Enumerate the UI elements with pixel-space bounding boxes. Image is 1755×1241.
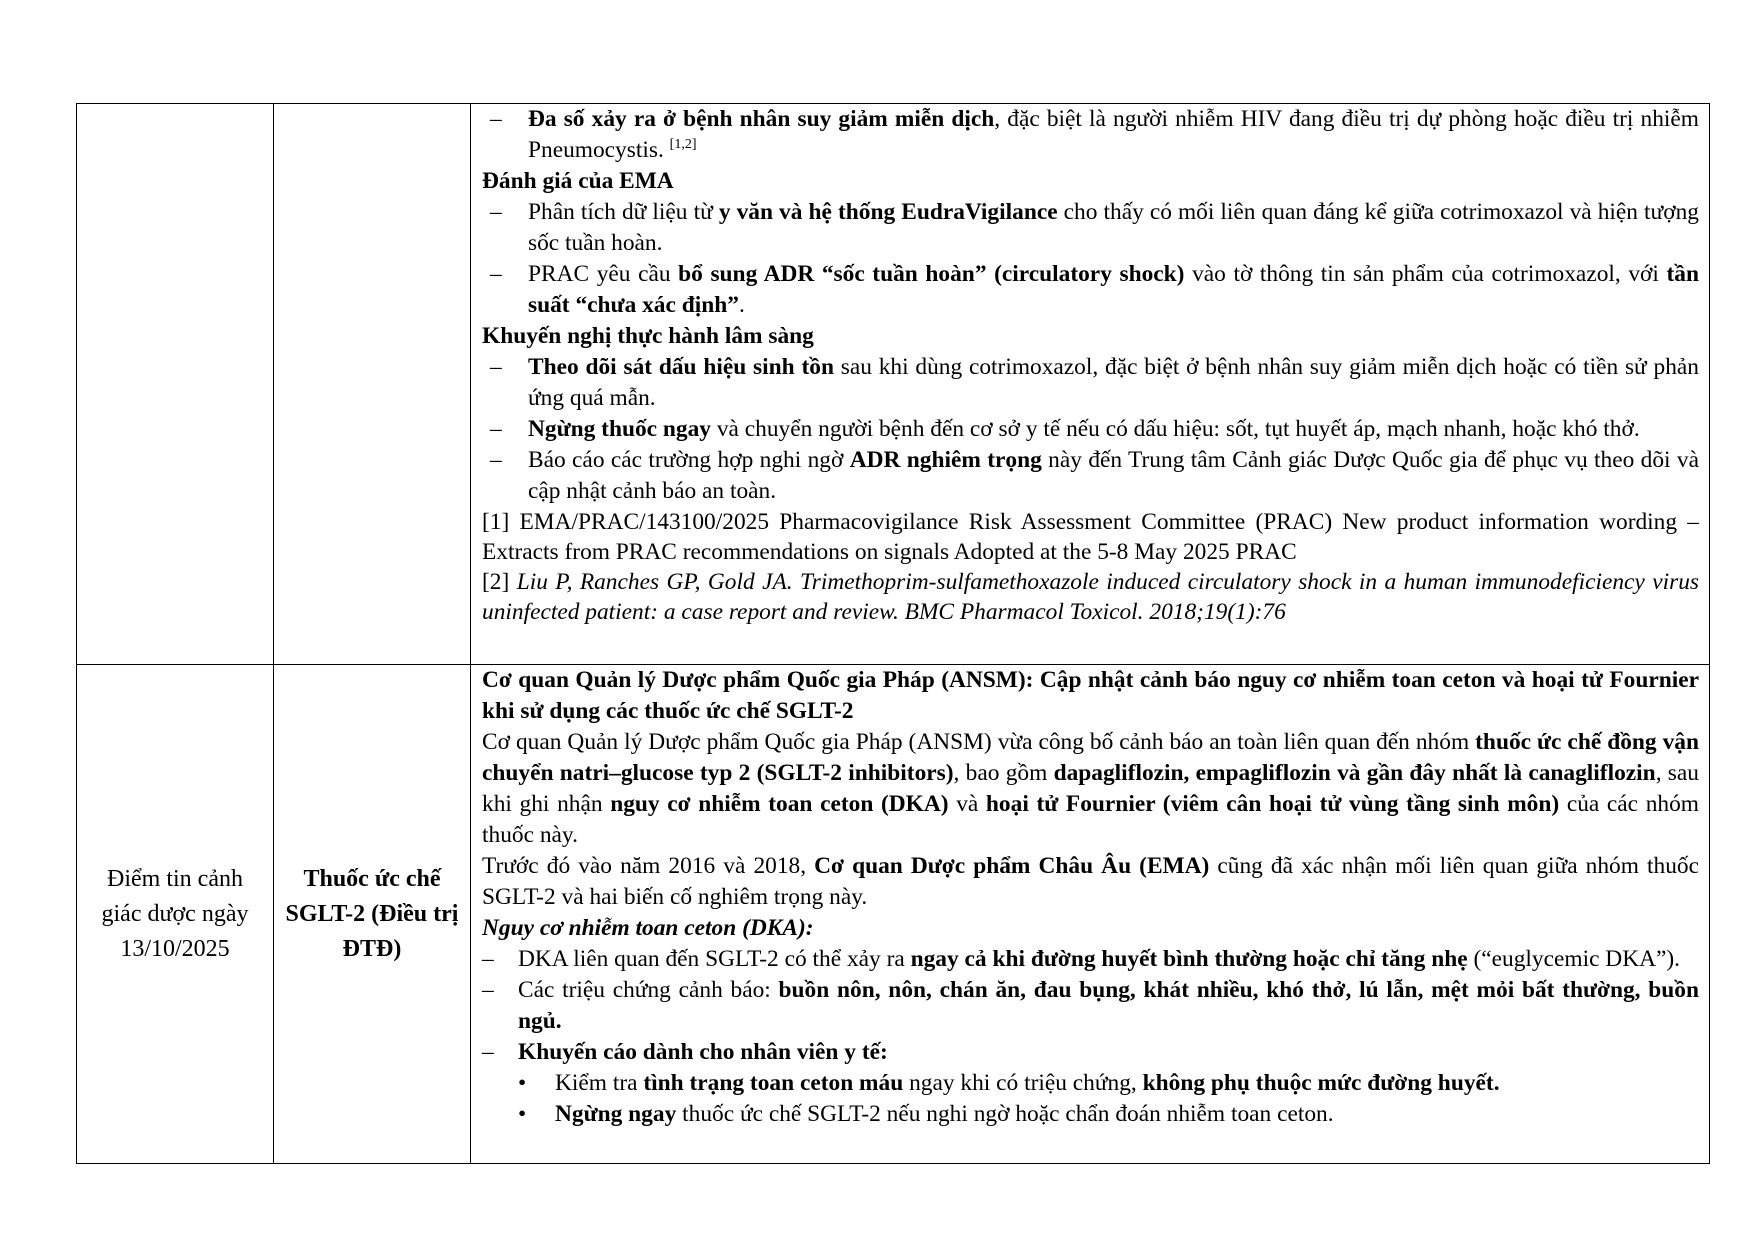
section-heading: Đánh giá của EMA [482,168,674,194]
text: . [738,292,745,318]
text: ngay khi có triệu chứng, [903,1070,1143,1096]
text: , đặc biệt là người nhiễm HIV đang điều trị dự phòng hoặc điều trị nhiễm Pneumocystis. [528,106,1699,163]
reference-text: Liu P, Ranches GP, Gold JA. Trimethoprim-sulfamethoxazole induced circulatory shock in a human immunodeficiency virus uninfected patient: a case report and review. BMC Pharmacol Toxicol. 2018;19(1):76 [482,569,1700,625]
paragraph [482,727,1699,851]
bold-text: thuốc ức chế đồng vận chuyển natri–glucose typ 2 (SGLT-2 inhibitors) [482,729,1699,786]
row1-col-date [77,104,274,664]
bullet-item [482,414,1699,445]
section-heading [482,913,1699,944]
text: Trước đó vào năm 2016 và 2018, [482,853,815,879]
sub-bullet-item [482,1099,1699,1130]
bullet-item [482,445,1699,507]
row2-col-drug [274,665,471,1163]
row1-col-drug [274,104,471,664]
article-title: Cơ quan Quản lý Dược phẩm Quốc gia Pháp (ANSM): Cập nhật cảnh báo nguy cơ nhiễm toan ceton và hoại tử Fournier khi sử dụng các thuốc ức chế SGLT-2 [482,667,1699,724]
bold-text: Ngừng ngay [555,1101,677,1127]
section-heading: Khuyến nghị thực hành lâm sàng [482,323,814,349]
drug-group: Thuốc ức chế SGLT-2 (Điều trị ĐTĐ) [285,865,459,962]
bold-text: nguy cơ nhiễm toan ceton (DKA) [610,791,949,817]
bold-text: Ngừng thuốc ngay [528,416,712,442]
bullet-item [482,352,1699,414]
bullet-item [482,104,1699,166]
text: Các triệu chứng cảnh báo: [518,977,779,1003]
text: cho thấy có mối liên quan đáng kể giữa cotrimoxazol và hiện tượng sốc tuần hoàn. [528,199,1699,256]
text: Báo cáo các trường hợp nghi ngờ [528,447,850,473]
text: thuốc ức chế SGLT-2 nếu nghi ngờ hoặc chẩn đoán nhiễm toan ceton. [676,1101,1334,1127]
bold-text: không phụ thuộc mức đường huyết. [1142,1070,1500,1096]
bold-text: Cơ quan Dược phẩm Châu Âu (EMA) [814,853,1210,879]
reference-number: [2] [482,569,517,595]
row2-col-date [77,665,274,1163]
bold-text: ngay cả khi đường huyết bình thường hoặc chỉ tăng nhẹ [910,946,1468,972]
paragraph [482,851,1699,913]
text: Phân tích dữ liệu từ [528,199,719,225]
bold-text: Khuyến cáo dành cho nhân viên y tế: [518,1039,888,1065]
bold-text: bổ sung ADR “sốc tuần hoàn” (circulatory shock) [678,261,1185,287]
text: , bao gồm [953,760,1054,786]
text: và chuyển người bệnh đến cơ sở y tế nếu có dấu hiệu: sốt, tụt huyết áp, mạch nhanh, hoặc khó thở. [711,416,1640,442]
row1-content [471,104,1709,664]
row2-content [471,665,1709,1163]
text: của các nhóm thuốc này. [482,791,1699,848]
bulletin-date: Điểm tin cảnh giác dược ngày 13/10/2025 [101,865,249,962]
sub-bullet-item [482,1068,1699,1099]
text: cũng đã xác nhận mối liên quan giữa nhóm thuốc SGLT-2 và hai biến cố nghiêm trọng này. [482,853,1699,910]
bullet-item [482,1037,1699,1068]
bold-text: ADR nghiêm trọng [849,447,1042,473]
bold-text: tần suất “chưa xác định” [528,261,1699,318]
table-row [77,104,1709,665]
table-row [77,665,1709,1163]
bold-text: tình trạng toan ceton máu [643,1070,904,1096]
text: này đến Trung tâm Cảnh giác Dược Quốc gia để phục vụ theo dõi và cập nhật cảnh báo an toàn. [528,447,1700,504]
bullet-item [482,197,1699,259]
bold-text: Theo dõi sát dấu hiệu sinh tồn [528,354,834,380]
text: , sau khi ghi nhận [482,760,1699,817]
data-table [76,103,1710,1164]
reference-1: [1] EMA/PRAC/143100/2025 Pharmacovigilance Risk Assessment Committee (PRAC) New product information wording – Extracts from PRAC recommendations on signals Adopted at the 5-8 May 2025 PRAC [482,509,1699,565]
bold-text: dapagliflozin, empagliflozin và gần đây nhất là canagliflozin [1053,760,1656,786]
text: và [948,791,986,817]
reference-2 [482,567,1699,627]
text: vào tờ thông tin sản phẩm của cotrimoxazol, với [1184,261,1667,287]
bullet-item [482,259,1699,321]
citation: [1,2] [669,137,697,152]
bold-text: hoại tử Fournier (viêm cân hoại tử vùng tầng sinh môn) [985,791,1560,817]
text: (“euglycemic DKA”). [1467,946,1680,972]
bold-text: y văn và hệ thống EudraVigilance [718,199,1058,225]
text: sau khi dùng cotrimoxazol, đặc biệt ở bệnh nhân suy giảm miễn dịch hoặc có tiền sử phản ứng quá mẫn. [528,354,1699,411]
bullet-item [482,975,1699,1037]
text: PRAC yêu cầu [528,261,679,287]
text: DKA liên quan đến SGLT-2 có thể xảy ra [518,946,911,972]
italic-heading: Nguy cơ nhiễm toan ceton (DKA): [482,915,814,941]
bold-text: Đa số xảy ra ở bệnh nhân suy giảm miễn dịch [528,106,995,132]
text: Kiểm tra [555,1070,644,1096]
bullet-item [482,944,1699,975]
text: Cơ quan Quản lý Dược phẩm Quốc gia Pháp (ANSM) vừa công bố cảnh báo an toàn liên quan đến nhóm [482,729,1476,755]
bold-text: buồn nôn, nôn, chán ăn, đau bụng, khát nhiều, khó thở, lú lẫn, mệt mỏi bất thường, buồn ngủ. [518,977,1699,1034]
